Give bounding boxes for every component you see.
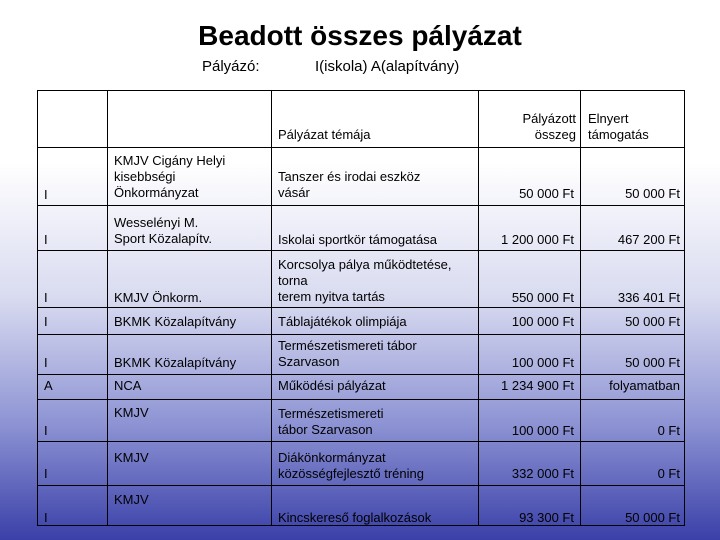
row-8-requested: 332 000 Ft — [511, 466, 574, 481]
row-8-applicant: KMJV — [114, 450, 149, 465]
header-topic: Pályázat témája — [278, 127, 371, 142]
row-3-won: 336 401 Ft — [617, 290, 680, 305]
row-2-won: 467 200 Ft — [617, 232, 680, 247]
row-4-topic: Táblajátékok olimpiája — [278, 314, 407, 329]
row-3-applicant: KMJV Önkorm. — [114, 290, 203, 305]
page-title: Beadott összes pályázat — [198, 20, 522, 51]
row-8-won: 0 Ft — [657, 466, 680, 481]
row-4-won: 50 000 Ft — [625, 314, 680, 329]
row-8-topic: Diákönkormányzat közösségfejlesztő tréning — [278, 450, 424, 481]
applications-table — [37, 90, 685, 526]
row-5-applicant: BKMK Közalapítvány — [114, 355, 237, 370]
applicant-label: Pályázó: — [202, 58, 260, 75]
row-5-type: I — [44, 355, 48, 370]
row-3-topic: Korcsolya pálya működtetése, torna terem nyitva tartás — [278, 257, 452, 304]
row-3-requested: 550 000 Ft — [511, 290, 574, 305]
row-1-applicant: KMJV Cigány Helyi kisebbségi Önkormányzat — [114, 153, 226, 200]
row-3-type: I — [44, 290, 48, 305]
row-5-requested: 100 000 Ft — [511, 355, 574, 370]
row-2-requested: 1 200 000 Ft — [501, 232, 574, 247]
applicant-legend: I(iskola) A(alapítvány) — [315, 58, 460, 75]
row-1-type: I — [44, 187, 48, 202]
row-9-requested: 93 300 Ft — [519, 510, 574, 525]
row-6-requested: 1 234 900 Ft — [501, 378, 574, 393]
row-1-requested: 50 000 Ft — [519, 186, 574, 201]
row-6-applicant: NCA — [114, 378, 142, 393]
header-won: Elnyert támogatás — [588, 111, 649, 142]
row-8-type: I — [44, 466, 48, 481]
row-1-won: 50 000 Ft — [625, 186, 680, 201]
row-6-type: A — [44, 378, 53, 393]
row-9-won: 50 000 Ft — [625, 510, 680, 525]
row-7-type: I — [44, 423, 48, 438]
row-5-won: 50 000 Ft — [625, 355, 680, 370]
row-7-requested: 100 000 Ft — [511, 423, 574, 438]
row-5-topic: Természetismereti tábor Szarvason — [278, 338, 417, 369]
row-7-applicant: KMJV — [114, 405, 149, 420]
row-1-topic: Tanszer és irodai eszköz vásár — [278, 169, 421, 200]
row-4-type: I — [44, 314, 48, 329]
row-2-applicant: Wesselényi M. Sport Közalapítv. — [114, 215, 213, 246]
row-4-requested: 100 000 Ft — [511, 314, 574, 329]
row-6-topic: Működési pályázat — [278, 378, 386, 393]
row-2-type: I — [44, 232, 48, 247]
row-7-topic: Természetismereti tábor Szarvason — [278, 406, 384, 437]
row-6-won: folyamatban — [609, 378, 680, 393]
row-2-topic: Iskolai sportkör támogatása — [278, 232, 437, 247]
header-requested: Pályázott összeg — [522, 111, 576, 142]
row-7-won: 0 Ft — [657, 423, 680, 438]
row-9-type: I — [44, 510, 48, 525]
row-4-applicant: BKMK Közalapítvány — [114, 314, 237, 329]
row-9-topic: Kincskereső foglalkozások — [278, 510, 432, 525]
row-9-applicant: KMJV — [114, 492, 149, 507]
